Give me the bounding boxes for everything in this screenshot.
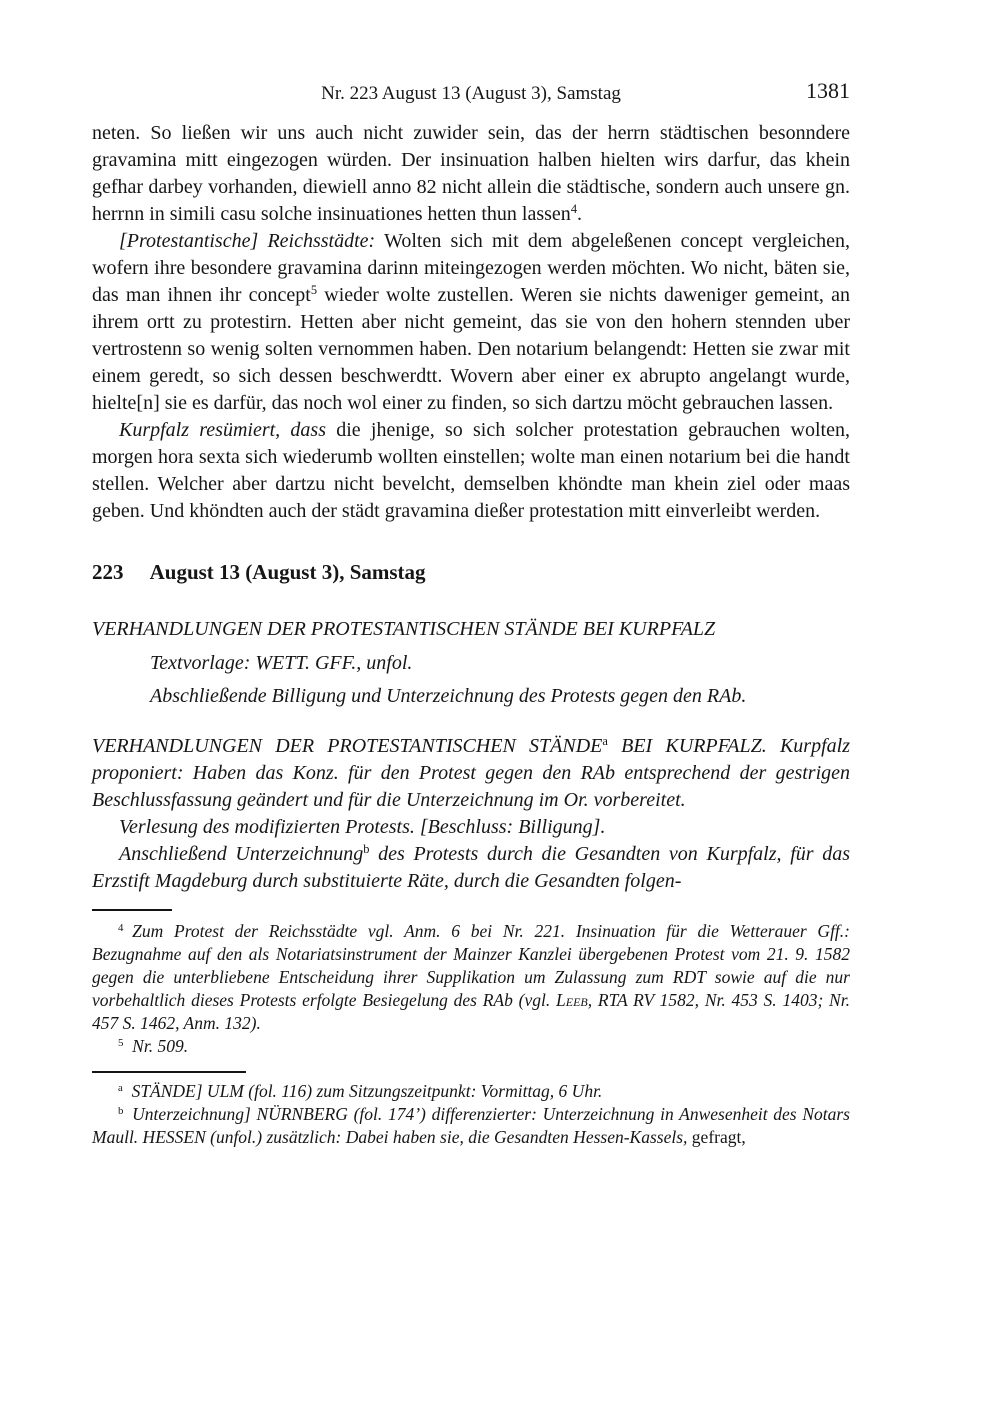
page-number: 1381	[806, 78, 850, 103]
footnote-separator-rule	[92, 909, 172, 911]
entry-number: 223	[92, 560, 124, 584]
entry-heading	[92, 559, 850, 586]
running-head	[92, 78, 850, 106]
protocol-paragraph-1: VERHANDLUNGEN DER PROTESTANTISCHEN STÄNDE$^a$ BEI KURPFALZ. Kurpfalz proponiert: Haben das Konz. für den Protest gegen den RAb entsprechend der gestrigen Beschlussfassung geändert und für die Unterzeichnung im Or. vorbereitet.	[92, 734, 850, 811]
protocol-summary	[92, 733, 850, 895]
footnote-a: $^a$ STÄNDE] ULM (fol. 116) zum Sitzungszeitpunkt: Vormittag, 6 Uhr.	[118, 1081, 603, 1101]
footnote-b: $^b$ Unterzeichnung] NÜRNBERG (fol. 174’) differenzierter: Unterzeichnung in Anwesenheit des Notars Maull. HESSEN (unfol.) zusätzlich: Dabei haben sie, die Gesandten Hessen-Kassels, gefragt,	[92, 1104, 850, 1147]
running-head-text: Nr. 223 August 13 (August 3), Samstag	[321, 83, 621, 104]
headnote-summary: Abschließende Billigung und Unterzeichnung des Protests gegen den RAb.	[150, 685, 747, 707]
entry-date-title: August 13 (August 3), Samstag	[149, 560, 426, 584]
body-text-block	[92, 120, 850, 525]
apparatus-separator-rule	[92, 1071, 246, 1073]
footnote-4: $^4$ Zum Protest der Reichsstädte vgl. Anm. 6 bei Nr. 221. Insinuation für die Wetterauer Gff.: Bezugnahme auf den als Notariatsinstrument der Mainzer Kanzlei übergebenen Protest vom 21. 9. 1582 gegen die unterbliebene Entscheidung ihrer Supplikation um Zulassung zum RDT sowie auf die nur vorbehaltlich dieses Protests erfolgte Besiegelung des RAb (vgl. Leeb, RTA RV 1582, Nr. 453 S. 1403; Nr. 457 S. 1462, Anm. 132).	[92, 921, 850, 1033]
headnote-title: VERHANDLUNGEN DER PROTESTANTISCHEN STÄNDE BEI KURPFALZ	[92, 618, 716, 640]
footnote-5: $^5$ Nr. 509.	[118, 1036, 189, 1056]
protocol-paragraph-3: Anschließend Unterzeichnung$^b$ des Protests durch die Gesandten von Kurpfalz, für das Erzstift Magdeburg durch substituierte Räte, durch die Gesandten folgen-	[92, 842, 851, 892]
body-paragraph-1: neten. So ließen wir uns auch nicht zuwider sein, das der herrn städtischen besonndere gravamina mitt eingezogen würden. Der insinuation halben hielten wirs darfur, das khein gefhar darbey vorhanden, diewiell anno 82 nicht allein die städtische, sondern auch unsere gn. herrnn in simili casu solche insinuationes hetten thun lassen$^4$.	[92, 122, 850, 225]
body-paragraph-3: Kurpfalz resümiert, dass die jhenige, so sich solcher protestation gebrauchen wolten, morgen hora sexta sich wiederumb wollten einstellen; wolte man einen notarium bei die handt stellen. Welcher aber dartzu nicht bevelcht, demselben khöndte man khein ziel oder maas geben. Und khöndten auch der städt gravamina dießer protestation mitt einverleibt werden.	[92, 419, 850, 522]
headnote-source: Textvorlage: WETT. GFF., unfol.	[150, 652, 413, 674]
lettered-footnotes	[92, 1080, 850, 1149]
numbered-footnotes	[92, 920, 850, 1058]
entry-headnote	[92, 616, 850, 709]
body-paragraph-2: [Protestantische] Reichsstädte: Wolten sich mit dem abgeleßenen concept vergleichen, wofern ihre besondere gravamina darinn miteingezogen werden möchten. Wo nicht, bäten sie, das man ihnen ihr concept$^5$ wieder wolte zustellen. Weren sie nichts daweniger gemeint, an ihrem ortt zu protestirn. Hetten aber nicht gemeint, das sie von den hohern stennden uber vertrostenn so wenig solten vernommen haben. Den notarium belangendt: Hetten sie zwar mit einem geredt, so sich dessen beschwerdtt. Wovern aber einer ex abrupto angelangt wurde, hielte[n] sie es darfür, das noch wol einer zu finden, so sich dartzu möcht gebrauchen lassen.	[92, 230, 851, 414]
protocol-paragraph-2: Verlesung des modifizierten Protests. [Beschluss: Billigung].	[119, 816, 606, 838]
